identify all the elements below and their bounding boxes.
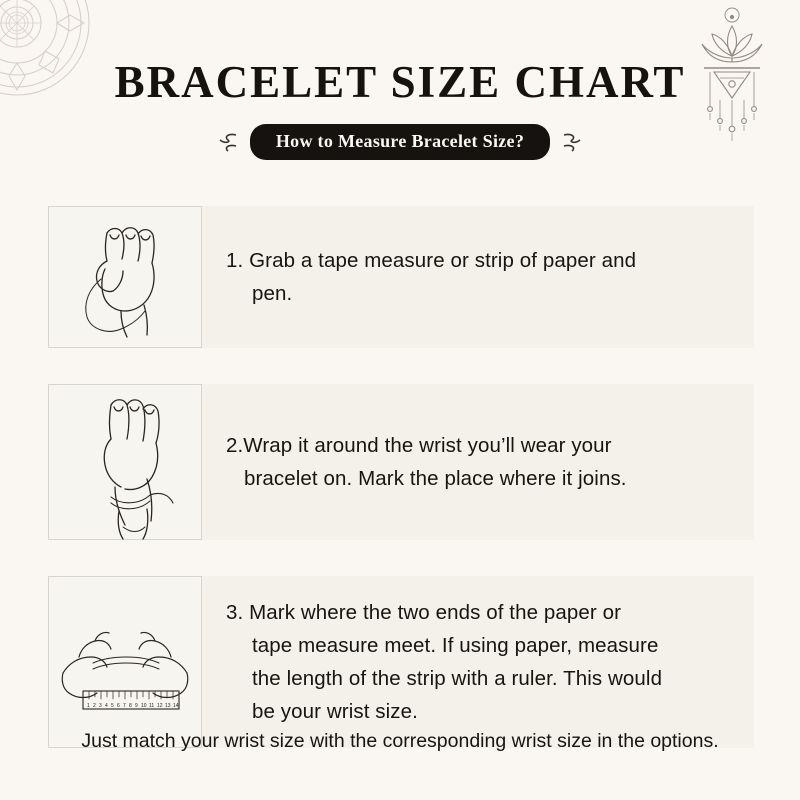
subtitle-pill: How to Measure Bracelet Size? (250, 124, 550, 160)
list-item (48, 206, 754, 348)
hand-fist-line-drawing-icon (49, 207, 201, 349)
list-item (48, 576, 754, 748)
svg-text:7: 7 (123, 703, 126, 709)
svg-text:6: 6 (117, 703, 120, 709)
svg-text:1: 1 (87, 703, 90, 709)
svg-text:2: 2 (93, 703, 96, 709)
step2-line1: 2.Wrap it around the wrist you’ll wear your (226, 433, 612, 457)
step3-line1: 3. Mark where the two ends of the paper or (226, 600, 622, 624)
step3-line3: the length of the strip with a ruler. This would (252, 667, 663, 690)
svg-text:11: 11 (149, 703, 155, 709)
step2-line2: bracelet on. Mark the place where it joins. (244, 467, 627, 490)
swirl-ornament-left-icon (214, 129, 240, 155)
steps-list (48, 206, 754, 784)
svg-text:3: 3 (99, 703, 102, 709)
svg-text:10: 10 (141, 703, 147, 709)
step3-text (202, 576, 754, 748)
step3-illustration (48, 576, 202, 748)
step2-illustration (48, 384, 202, 540)
step3-line4: be your wrist size. (252, 700, 418, 724)
footer-note: Just match your wrist size with the corresponding wrist size in the options. (81, 730, 719, 752)
svg-text:8: 8 (129, 703, 132, 709)
svg-text:5: 5 (111, 703, 114, 709)
hands-measuring-strip-with-ruler-icon (49, 577, 201, 749)
step1-line2: pen. (252, 282, 293, 305)
list-item (48, 384, 754, 540)
hand-with-tape-around-wrist-icon (49, 385, 201, 541)
svg-text:9: 9 (135, 703, 138, 709)
subtitle-row (0, 124, 800, 160)
svg-text:12: 12 (157, 703, 163, 709)
svg-text:14: 14 (173, 703, 179, 709)
svg-text:13: 13 (165, 703, 171, 709)
svg-text:4: 4 (105, 703, 108, 709)
step1-illustration (48, 206, 202, 348)
step1-line1: 1. Grab a tape measure or strip of paper and (226, 248, 637, 272)
swirl-ornament-right-icon (560, 129, 586, 155)
step2-text (202, 384, 754, 540)
step1-text (202, 206, 754, 348)
step3-line2: tape measure meet. If using paper, measure (252, 633, 659, 657)
page-title: BRACELET SIZE CHART (114, 57, 686, 107)
